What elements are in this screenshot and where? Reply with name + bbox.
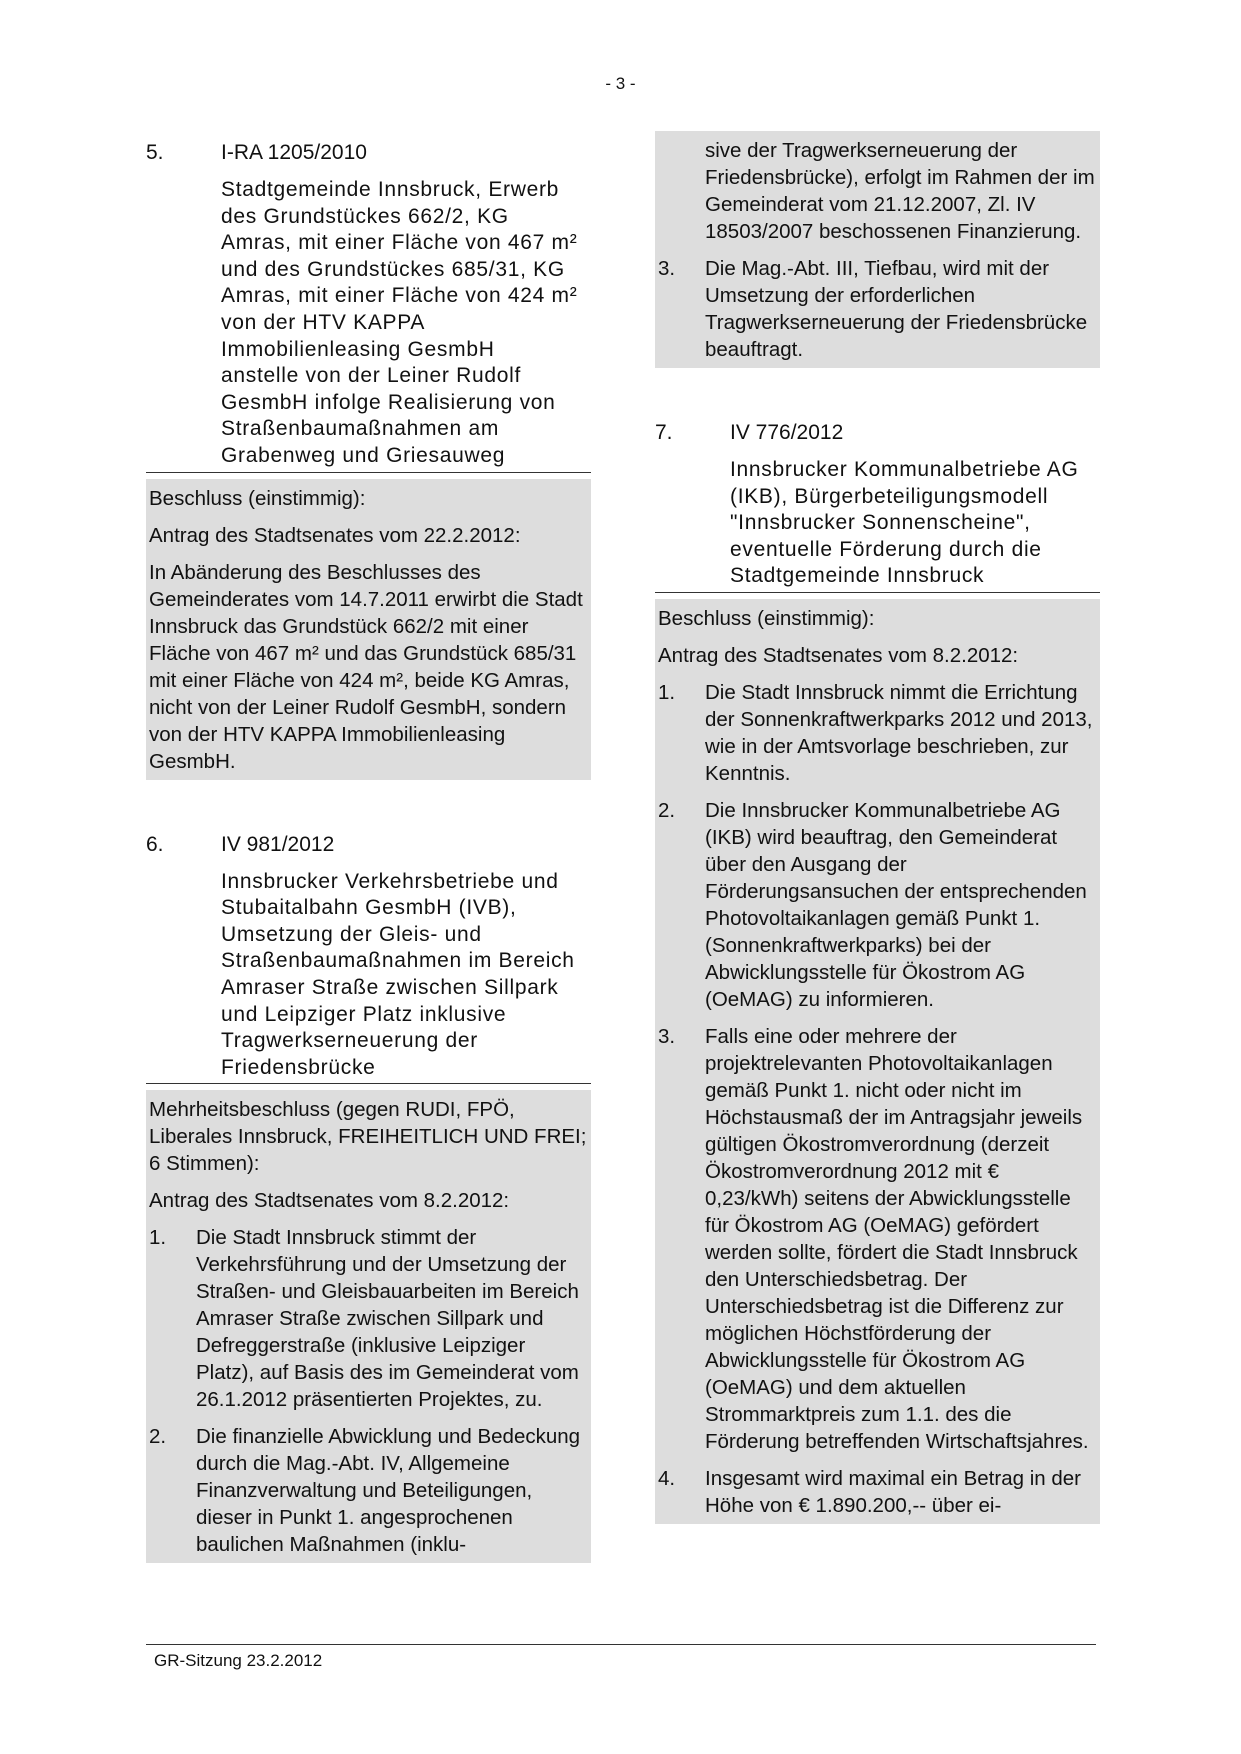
right-column <box>655 140 1100 1524</box>
item-5-title: Stadtgemeinde Innsbruck, Erwerb des Grundstückes 662/2, KG Amras, mit einer Fläche von 467 m² und des Grundstückes 685/31, KG Amras, mit einer Fläche von 424 m² von der HTV KAPPA Immobilienleasing GesmbH anstelle von der Leiner Rudolf GesmbH infolge Realisierung von Straßenbaumaßnahmen am Grabenweg und Griesauweg <box>221 178 578 467</box>
item-6-reference: IV 981/2012 <box>221 832 335 856</box>
list-item-text: Die Stadt Innsbruck stimmt der Verkehrsführung und der Umsetzung der Straßen- und Gleisbauarbeiten im Bereich Amraser Straße zwischen Sillpark und Defreggerstraße (inklusive Leipziger Platz), auf Basis des im Gemeinderat vom 26.1.2012 präsentierten Projektes, zu. <box>196 1226 579 1412</box>
item-5-decision: Beschluss (einstimmig): <box>149 486 366 510</box>
list-item-text: Falls eine oder mehrere der projektrelevanten Photovoltaikanlagen gemäß Punkt 1. nicht oder nicht im Höchstausmaß der im Antragsjahr jeweils gültigen Ökostromverordnung (derzeit Ökostromverordnung 2012 mit € 0,23/kWh) seitens der Abwicklungsstelle für Ökostrom AG (OeMAG) gefördert werden sollte, fördert die Stadt Innsbruck den Unterschiedsbetrag. Der Unterschiedsbetrag ist die Differenz zur möglichen Höchstförderung der Abwicklungsstelle für Ökostrom AG (OeMAG) und dem aktuellen Strommarktpreis zum 1.1. des die Förderung betreffenden Wirtschaftsjahres. <box>705 1024 1089 1453</box>
item-5-reference: I-RA 1205/2010 <box>221 141 367 164</box>
item-7-title: Innsbrucker Kommunalbetriebe AG (IKB), Bürgerbeteiligungsmodell "Innsbrucker Sonnenscheine", eventuelle Förderung durch die Stadtgemeinde Innsbruck <box>730 458 1079 588</box>
list-item <box>149 1224 588 1413</box>
footer-text: GR-Sitzung 23.2.2012 <box>154 1651 323 1670</box>
list-item-text: Die Innsbrucker Kommunalbetriebe AG (IKB) wird beauftrag, den Gemeinderat über den Ausgang der Förderungsansuchen der entsprechenden Photovoltaikanlagen gemäß Punkt 1. (Sonnenkraftwerkparks) bei der Abwicklungsstelle für Ökostrom AG (OeMAG) zu informieren. <box>705 798 1087 1011</box>
item-6-continuation-box <box>655 131 1100 368</box>
item-5-header <box>146 140 591 166</box>
item-6-divider <box>146 1083 591 1084</box>
item-7-divider <box>655 592 1100 593</box>
list-item-text: Insgesamt wird maximal ein Betrag in der Höhe von € 1.890.200,-- über ei- <box>705 1466 1081 1517</box>
list-item-text: Die Mag.-Abt. III, Tiefbau, wird mit der Umsetzung der erforderlichen Tragwerkserneuerung der Friedensbrücke beauftragt. <box>705 257 1088 361</box>
list-item-number: 1. <box>149 1226 167 1250</box>
item-7-number: 7. <box>655 421 673 444</box>
list-item <box>658 797 1097 1013</box>
agenda-item-7 <box>655 420 1100 1524</box>
item-5-number: 5. <box>146 141 164 164</box>
list-item-number: 3. <box>658 257 676 280</box>
item-5-text: In Abänderung des Beschlusses des Gemeinderates vom 14.7.2011 erwirbt die Stadt Innsbruck das Grundstück 662/2 mit einer Fläche von 467 m² und das Grundstück 685/31 mit einer Fläche von 424 m², beide KG Amras, nicht von der Leiner Rudolf GesmbH, sondern von der HTV KAPPA Immobilienleasing GesmbH. <box>149 560 583 773</box>
list-item <box>658 1465 1097 1519</box>
list-item-number: 4. <box>658 1466 676 1490</box>
agenda-item-5 <box>146 140 591 780</box>
agenda-item-6 <box>146 832 591 1564</box>
item-7-resolution-box <box>655 599 1100 1524</box>
footer-divider <box>146 1644 1096 1645</box>
item-7-motion: Antrag des Stadtsenates vom 8.2.2012: <box>658 643 1019 667</box>
list-item <box>658 1023 1097 1455</box>
item-6-resolution-box <box>146 1090 591 1563</box>
item-5-divider <box>146 472 591 473</box>
list-item-text: Die Stadt Innsbruck nimmt die Errichtung der Sonnenkraftwerkparks 2012 und 2013, wie in der Amtsvorlage beschrieben, zur Kenntnis. <box>705 680 1093 785</box>
item-6-header <box>146 832 591 858</box>
item-6-motion: Antrag des Stadtsenates vom 8.2.2012: <box>149 1189 510 1213</box>
list-item <box>658 255 1097 363</box>
list-item-number: 1. <box>658 680 676 704</box>
item-5-motion: Antrag des Stadtsenates vom 22.2.2012: <box>149 523 521 547</box>
list-item <box>658 137 1097 245</box>
list-item-number: 2. <box>149 1425 167 1449</box>
list-item <box>658 679 1097 787</box>
left-column <box>146 140 591 1563</box>
item-5-resolution-box <box>146 479 591 780</box>
item-7-header <box>655 420 1100 446</box>
item-6-number: 6. <box>146 832 164 856</box>
item-7-decision: Beschluss (einstimmig): <box>658 606 875 630</box>
item-6-decision: Mehrheitsbeschluss (gegen RUDI, FPÖ, Liberales Innsbruck, FREIHEITLICH UND FREI; 6 Stimmen): <box>149 1098 587 1176</box>
list-item <box>149 1423 588 1558</box>
list-item-number: 2. <box>658 798 676 822</box>
list-item-text: Die finanzielle Abwicklung und Bedeckung durch die Mag.-Abt. IV, Allgemeine Finanzverwaltung und Beteiligungen, dieser in Punkt 1. angesprochenen baulichen Maßnahmen (inklu- <box>196 1425 581 1557</box>
item-6-title: Innsbrucker Verkehrsbetriebe und Stubaitalbahn GesmbH (IVB), Umsetzung der Gleis- und Straßenbaumaßnahmen im Bereich Amraser Straße zwischen Sillpark und Leipziger Platz inklusive Tragwerkserneuerung der Friedensbrücke <box>221 869 575 1079</box>
item-7-reference: IV 776/2012 <box>730 421 844 444</box>
page-number: - 3 - <box>605 74 636 93</box>
list-item-number: 3. <box>658 1024 676 1048</box>
continuation-text: sive der Tragwerkserneuerung der Friedensbrücke), erfolgt im Rahmen der im Gemeinderat vom 21.12.2007, Zl. IV 18503/2007 beschossenen Finanzierung. <box>705 139 1095 243</box>
